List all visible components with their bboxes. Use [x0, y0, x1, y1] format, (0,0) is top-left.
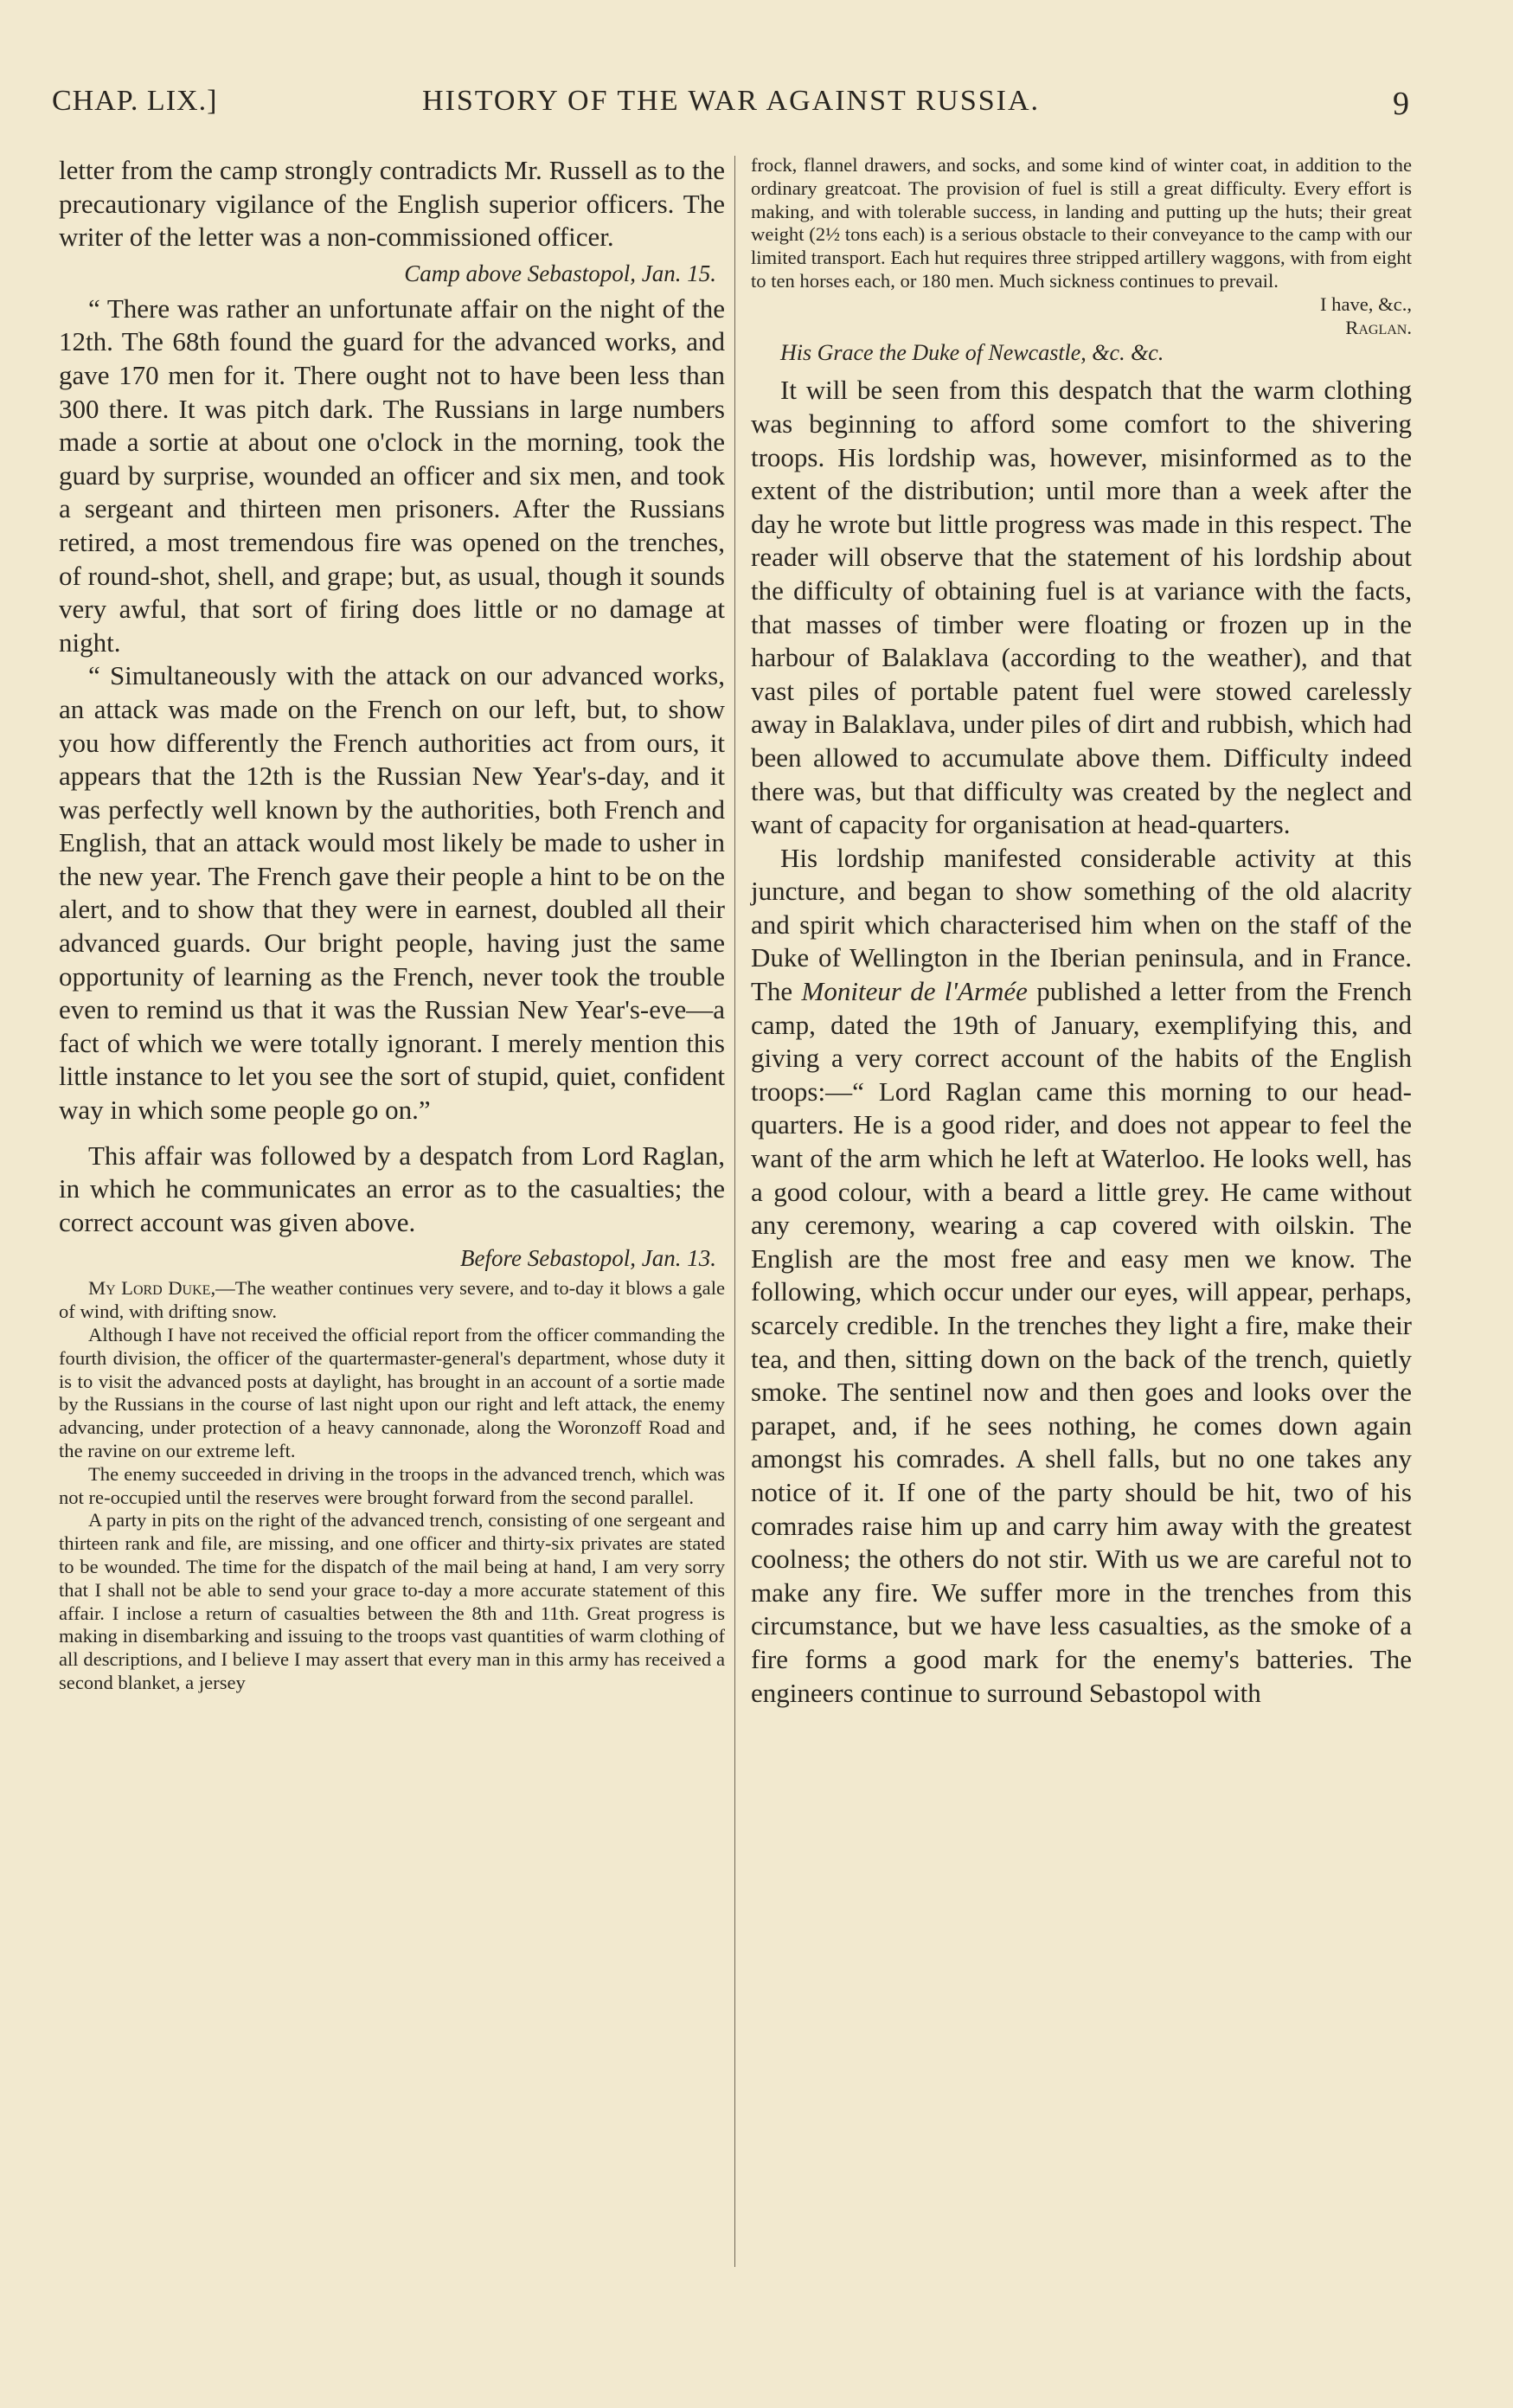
closing: I have, &c., [1319, 292, 1412, 315]
paragraph: letter from the camp strongly contradicts Mr. Russell as to the precautionary vigilance of the English superior officers. The writer of the letter was a non-commissioned officer. [59, 155, 725, 253]
text-run: published a letter from the French camp, dated the 19th of January, exemplifying this, and giving a very correct account of the habits of the English troops:—“ Lord Raglan came this morning to our head-quarters. He is a good rider, and does not appear to feel the want of the arm which he left at Waterloo. He looks well, has a good colour, with a beard a little grey. He came without any ceremony, wearing a cap covered with oilskin. The English are the most free and easy men we know. The following, which occur under our eyes, will appear, perhaps, scarcely credible. In the trenches they light a fire, make their tea, and then, sitting down on the back of the trench, quietly smoke. The sentinel now and then goes and looks over the parapet, and, if he sees nothing, he comes down again amongst his comrades. A shell falls, but no one takes any notice of it. If one of the party should be hit, two of his comrades raise him up and carry him away with the greatest coolness; the others do not stir. With us we are careful not to make any fire. We suffer more in the trenches from this circumstance, but we have less casualties, as the smoke of a fire forms a good mark for the enemy's batteries. The engineers continue to surround Sebastopol with [751, 976, 1412, 1708]
page-number: 9 [1393, 86, 1410, 122]
salutation: My Lord Duke, [88, 1277, 216, 1300]
dispatch-paragraph: Although I have not received the official report from the officer commanding the fourth division, the officer of the quartermaster-general's department, whose duty it is to visit the advanced posts at daylight, has brought in an account of a sortie made by the Russians in the course of last night upon our right and left attack, the enemy advancing, under protection of a heavy cannonade, along the Woronzoff Road and the ravine on our extreme left. [59, 1324, 725, 1461]
text-run: His lordship manifested considerable activity at this juncture, and began to show something of the old alacrity and spirit which characterised him when on the staff of the Duke of Wellington in the Iberian peninsula, and in France. The [751, 842, 1412, 1007]
signature: Raglan. [1345, 316, 1412, 338]
paragraph: It will be seen from this despatch that the warm clothing was beginning to afford some comfort to the shivering troops. His lordship was, however, misinformed as to the extent of the distribution; until more than a week after the day he wrote but little progress was made in this respect. The reader will observe that the statement of his lordship about the difficulty of obtaining fuel is at variance with the facts, that masses of timber were floating or frozen up in the harbour of Balaklava (according to the weather), and that vast piles of portable patent fuel were stowed carelessly away in Balaklava, under piles of dirt and rubbish, which had been allowed to accumulate above them. Difficulty indeed there was, but that difficulty was created by the neglect and want of capacity for organisation at head-quarters. [751, 375, 1412, 840]
dispatch-text: —The weather continues very severe, and to-day it blows a gale of wind, with drifting snow. [59, 1277, 725, 1323]
running-header [52, 85, 1410, 137]
dispatch-paragraph: A party in pits on the right of the advanced trench, consisting of one sergeant and thirteen rank and file, are missing, and one officer and thirty-six privates are stated to be wounded. The time for the dispatch of the mail being at hand, I am very sorry that I shall not be able to send your grace to-day a more accurate statement of this affair. I inclose a return of casualties between the 8th and 11th. Great progress is making in disembarking and issuing to the troops vast quantities of warm clothing of all descriptions, and I believe I may assert that every man in this army has received a second blanket, a jersey [59, 1509, 725, 1693]
right-column [751, 154, 1412, 1710]
dateline: Camp above Sebastopol, Jan. 15. [404, 260, 716, 286]
dispatch-paragraph: frock, flannel drawers, and socks, and some kind of winter coat, in addition to the ordinary greatcoat. The provision of fuel is still a great difficulty. Every effort is making, and with tolerable success, in landing and putting up the huts; their great weight (2½ tons each) is a serious obstacle to their conveyance to the camp with our limited transport. Each hut requires three stripped artillery waggons, with from eight to ten horses each, or 180 men. Much sickness continues to prevail. [751, 154, 1412, 292]
paragraph: “ Simultaneously with the attack on our advanced works, an attack was made on the French on our left, but, to show you how differently the French authorities act from ours, it appears that the 12th is the Russian New Year's-day, and it was perfectly well known by the authorities, both French and English, that an attack would most likely be made to usher in the new year. The French gave their people a hint to be on the alert, and to show that they were in earnest, doubled all their advanced guards. Our bright people, having just the same opportunity of learning as the French, never took the trouble even to remind us that it was the Russian New Year's-eve—a fact of which we were totally ignorant. I merely mention this little instance to let you see the sort of stupid, quiet, confident way in which some people go on.” [59, 660, 725, 1126]
dispatch-paragraph: The enemy succeeded in driving in the troops in the advanced trench, which was not re-occupied until the reserves were brought forward from the second parallel. [59, 1462, 725, 1508]
dispatch-paragraph [59, 1277, 725, 1324]
paragraph: This affair was followed by a despatch from Lord Raglan, in which he communicates an error as to the casualties; the correct account was given above. [59, 1140, 725, 1237]
newspaper-title: Moniteur de l'Armée [801, 976, 1028, 1007]
address-line: His Grace the Duke of Newcastle, &c. &c. [780, 340, 1164, 366]
paragraph: “ There was rather an unfortunate affair on the night of the 12th. The 68th found the guard for the advanced works, and gave 170 men for it. There ought not to have been less than 300 there. It was pitch dark. The Russians in large numbers made a sortie at about one o'clock in the morning, took the guard by surprise, wounded an officer and six men, and took a sergeant and thirteen men prisoners. After the Russians retired, a most tremendous fire was opened on the trenches, of round-shot, shell, and grape; but, as usual, though it sounds very awful, that sort of firing does little or no damage at night. [59, 292, 725, 658]
page-title: HISTORY OF THE WAR AGAINST RUSSIA. [421, 85, 1041, 117]
column-divider [734, 156, 735, 2267]
left-column [59, 154, 725, 1695]
dateline: Before Sebastopol, Jan. 13. [460, 1245, 716, 1272]
paragraph [751, 842, 1412, 1710]
chapter-label: CHAP. LIX.] [52, 85, 218, 117]
